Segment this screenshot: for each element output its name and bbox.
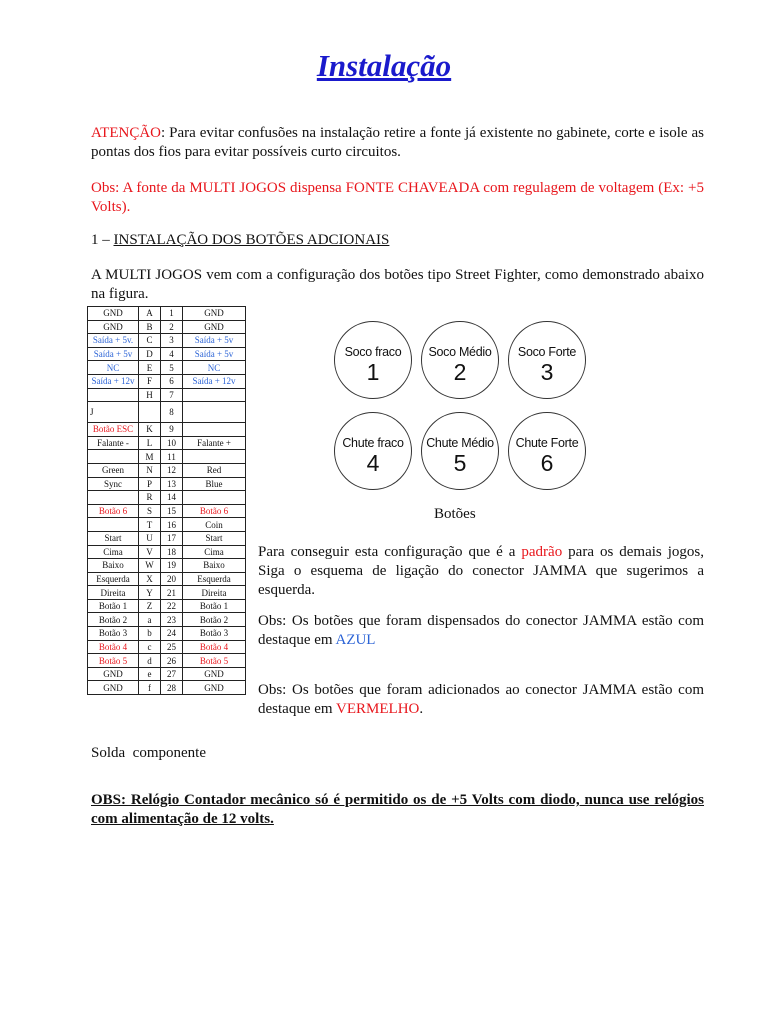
jamma-component-side: GND: [183, 681, 246, 695]
jamma-component-side: [183, 423, 246, 437]
jamma-component-pin: 10: [161, 436, 183, 450]
button-label: Chute Médio: [426, 436, 494, 450]
buttons-caption: Botões: [434, 506, 476, 522]
obs-fonte: Obs: A fonte da MULTI JOGOS dispensa FONTE CHAVEADA com regulagem de voltagem (Ex: +5 Volts).: [91, 180, 704, 215]
jamma-solder-side: Saída + 12v: [88, 374, 139, 388]
jamma-component-side: Botão 1: [183, 599, 246, 613]
jamma-solder-pin: W: [139, 559, 161, 573]
jamma-component-pin: 21: [161, 586, 183, 600]
button-diagram-6: [508, 412, 586, 490]
jamma-row: [88, 640, 246, 654]
jamma-solder-pin: N: [139, 463, 161, 477]
jamma-component-side: Saída + 5v: [183, 334, 246, 348]
jamma-component-pin: 28: [161, 681, 183, 695]
jamma-component-side: [183, 402, 246, 423]
jamma-component-side: [183, 388, 246, 402]
jamma-component-side: Cima: [183, 545, 246, 559]
config-paragraph: [258, 543, 704, 600]
button-diagram-4: [334, 412, 412, 490]
jamma-row: [88, 613, 246, 627]
section-heading: [91, 231, 704, 250]
jamma-component-pin: 27: [161, 667, 183, 681]
jamma-component-pin: 7: [161, 388, 183, 402]
jamma-solder-pin: U: [139, 531, 161, 545]
jamma-solder-side: Sync: [88, 477, 139, 491]
jamma-component-side: NC: [183, 361, 246, 375]
jamma-solder-pin: f: [139, 681, 161, 695]
jamma-solder-pin: a: [139, 613, 161, 627]
jamma-component-side: GND: [183, 667, 246, 681]
jamma-solder-side: J: [88, 402, 139, 423]
jamma-component-pin: 24: [161, 627, 183, 641]
jamma-component-pin: 3: [161, 334, 183, 348]
jamma-solder-pin: P: [139, 477, 161, 491]
jamma-solder-pin: R: [139, 491, 161, 505]
jamma-component-pin: 9: [161, 423, 183, 437]
jamma-component-pin: 11: [161, 450, 183, 464]
intro-paragraph: A MULTI JOGOS vem com a configuração dos botões tipo Street Fighter, como demonstrado abaixo na figura.: [91, 267, 704, 302]
jamma-row: [88, 388, 246, 402]
jamma-solder-side: Saída + 5v: [88, 347, 139, 361]
jamma-component-pin: 4: [161, 347, 183, 361]
jamma-solder-side: Cima: [88, 545, 139, 559]
jamma-component-side: Baixo: [183, 559, 246, 573]
jamma-pinout-table: [87, 306, 246, 695]
obs-added-text: Obs: Os botões que foram adicionados ao conector JAMMA estão com destaque em: [258, 682, 704, 717]
obs-removed-highlight: AZUL: [335, 632, 376, 648]
button-diagram-2: [421, 321, 499, 399]
jamma-row: [88, 504, 246, 518]
jamma-component-pin: 8: [161, 402, 183, 423]
jamma-component-side: Coin: [183, 518, 246, 532]
jamma-solder-side: GND: [88, 307, 139, 321]
jamma-solder-pin: B: [139, 320, 161, 334]
jamma-row: [88, 402, 246, 423]
jamma-solder-pin: E: [139, 361, 161, 375]
jamma-component-side: [183, 491, 246, 505]
jamma-solder-side: [88, 388, 139, 402]
jamma-solder-side: Botão 4: [88, 640, 139, 654]
jamma-solder-pin: Z: [139, 599, 161, 613]
jamma-component-side: Botão 5: [183, 654, 246, 668]
page-title: Instalação: [316, 48, 452, 83]
attention-text: : Para evitar confusões na instalação retire a fonte já existente no gabinete, corte e isole as pontas dos fios para evitar possíveis curto circuitos.: [91, 125, 704, 160]
jamma-component-side: Esquerda: [183, 572, 246, 586]
jamma-solder-pin: d: [139, 654, 161, 668]
button-diagram-3: [508, 321, 586, 399]
section-title: INSTALAÇÃO DOS BOTÕES ADCIONAIS: [113, 232, 390, 248]
obs-relogio: OBS: Relógio Contador mecânico só é permitido os de +5 Volts com diodo, nunca use relógios com alimentação de 12 volts.: [91, 792, 704, 827]
jamma-row: [88, 681, 246, 695]
jamma-component-pin: 5: [161, 361, 183, 375]
button-number: 4: [366, 450, 380, 476]
button-number: 1: [366, 359, 380, 385]
obs-removed-text: Obs: Os botões que foram dispensados do conector JAMMA estão com destaque em: [258, 613, 704, 648]
solda-label: Solda componente: [91, 745, 206, 761]
jamma-component-side: Blue: [183, 477, 246, 491]
jamma-component-pin: 25: [161, 640, 183, 654]
jamma-row: [88, 654, 246, 668]
jamma-solder-side: Falante -: [88, 436, 139, 450]
jamma-solder-side: [88, 518, 139, 532]
jamma-solder-pin: C: [139, 334, 161, 348]
jamma-component-pin: 2: [161, 320, 183, 334]
jamma-solder-pin: b: [139, 627, 161, 641]
jamma-row: [88, 436, 246, 450]
obs-added-highlight: VERMELHO: [336, 701, 420, 717]
jamma-row: [88, 559, 246, 573]
button-label: Chute fraco: [342, 436, 404, 450]
jamma-component-side: Saída + 5v: [183, 347, 246, 361]
button-label: Chute Forte: [515, 436, 579, 450]
jamma-component-side: Saída + 12v: [183, 374, 246, 388]
jamma-row: [88, 463, 246, 477]
jamma-component-side: Start: [183, 531, 246, 545]
jamma-solder-pin: K: [139, 423, 161, 437]
jamma-component-pin: 15: [161, 504, 183, 518]
jamma-solder-pin: F: [139, 374, 161, 388]
jamma-solder-pin: T: [139, 518, 161, 532]
config-text-post: para os demais jogos, Siga o esquema de ligação do conector JAMMA que sugerimos a esquerda.: [258, 544, 704, 598]
jamma-row: [88, 586, 246, 600]
button-number: 3: [540, 359, 554, 385]
jamma-solder-side: [88, 450, 139, 464]
button-number: 5: [453, 450, 467, 476]
jamma-solder-pin: H: [139, 388, 161, 402]
button-label: Soco Forte: [517, 345, 577, 359]
jamma-component-pin: 18: [161, 545, 183, 559]
button-number: 6: [540, 450, 554, 476]
jamma-row: [88, 531, 246, 545]
jamma-row: [88, 545, 246, 559]
jamma-component-pin: 22: [161, 599, 183, 613]
jamma-solder-side: Botão 3: [88, 627, 139, 641]
jamma-solder-side: GND: [88, 320, 139, 334]
obs-removed: [258, 612, 704, 650]
jamma-solder-side: Botão 6: [88, 504, 139, 518]
jamma-component-side: Falante +: [183, 436, 246, 450]
jamma-solder-pin: S: [139, 504, 161, 518]
jamma-solder-side: Baixo: [88, 559, 139, 573]
jamma-solder-pin: L: [139, 436, 161, 450]
jamma-solder-pin: V: [139, 545, 161, 559]
jamma-component-side: Botão 6: [183, 504, 246, 518]
jamma-solder-pin: D: [139, 347, 161, 361]
jamma-row: [88, 307, 246, 321]
jamma-row: [88, 627, 246, 641]
button-diagram-1: [334, 321, 412, 399]
button-diagram-5: [421, 412, 499, 490]
jamma-component-side: Red: [183, 463, 246, 477]
jamma-component-side: GND: [183, 307, 246, 321]
jamma-row: [88, 477, 246, 491]
jamma-solder-side: Botão 5: [88, 654, 139, 668]
jamma-component-pin: 13: [161, 477, 183, 491]
attention-label: ATENÇÃO: [91, 125, 161, 141]
jamma-solder-side: Direita: [88, 586, 139, 600]
jamma-solder-pin: c: [139, 640, 161, 654]
obs-added-end: .: [419, 701, 424, 717]
jamma-row: [88, 320, 246, 334]
jamma-component-side: Botão 3: [183, 627, 246, 641]
jamma-component-pin: 6: [161, 374, 183, 388]
jamma-solder-side: [88, 491, 139, 505]
attention-paragraph: [91, 124, 704, 162]
jamma-row: [88, 374, 246, 388]
jamma-component-pin: 26: [161, 654, 183, 668]
jamma-solder-side: Esquerda: [88, 572, 139, 586]
jamma-solder-side: NC: [88, 361, 139, 375]
section-number: 1 –: [91, 232, 114, 248]
jamma-component-side: GND: [183, 320, 246, 334]
jamma-solder-side: GND: [88, 667, 139, 681]
jamma-component-pin: 16: [161, 518, 183, 532]
jamma-component-pin: 14: [161, 491, 183, 505]
jamma-solder-side: Botão 2: [88, 613, 139, 627]
jamma-solder-pin: M: [139, 450, 161, 464]
config-text-pre: Para conseguir esta configuração que é a: [258, 544, 522, 560]
jamma-row: [88, 334, 246, 348]
jamma-solder-side: Saída + 5v.: [88, 334, 139, 348]
jamma-component-side: [183, 450, 246, 464]
jamma-solder-side: Botão 1: [88, 599, 139, 613]
button-label: Soco Médio: [428, 345, 492, 359]
jamma-row: [88, 518, 246, 532]
jamma-component-pin: 1: [161, 307, 183, 321]
jamma-row: [88, 450, 246, 464]
jamma-solder-pin: A: [139, 307, 161, 321]
jamma-component-pin: 17: [161, 531, 183, 545]
jamma-solder-side: Start: [88, 531, 139, 545]
button-number: 2: [453, 359, 467, 385]
jamma-component-side: Direita: [183, 586, 246, 600]
jamma-row: [88, 347, 246, 361]
button-label: Soco fraco: [344, 345, 402, 359]
jamma-row: [88, 599, 246, 613]
jamma-row: [88, 361, 246, 375]
jamma-solder-side: Green: [88, 463, 139, 477]
jamma-solder-pin: [139, 402, 161, 423]
jamma-row: [88, 667, 246, 681]
jamma-row: [88, 491, 246, 505]
obs-added: [258, 681, 704, 719]
jamma-component-pin: 20: [161, 572, 183, 586]
jamma-component-pin: 23: [161, 613, 183, 627]
jamma-component-side: Botão 4: [183, 640, 246, 654]
jamma-row: [88, 423, 246, 437]
jamma-component-pin: 12: [161, 463, 183, 477]
jamma-solder-pin: X: [139, 572, 161, 586]
jamma-component-side: Botão 2: [183, 613, 246, 627]
jamma-component-pin: 19: [161, 559, 183, 573]
jamma-solder-pin: Y: [139, 586, 161, 600]
jamma-solder-side: Botão ESC: [88, 423, 139, 437]
config-text-highlight: padrão: [521, 544, 563, 560]
jamma-solder-side: GND: [88, 681, 139, 695]
jamma-row: [88, 572, 246, 586]
jamma-solder-pin: e: [139, 667, 161, 681]
